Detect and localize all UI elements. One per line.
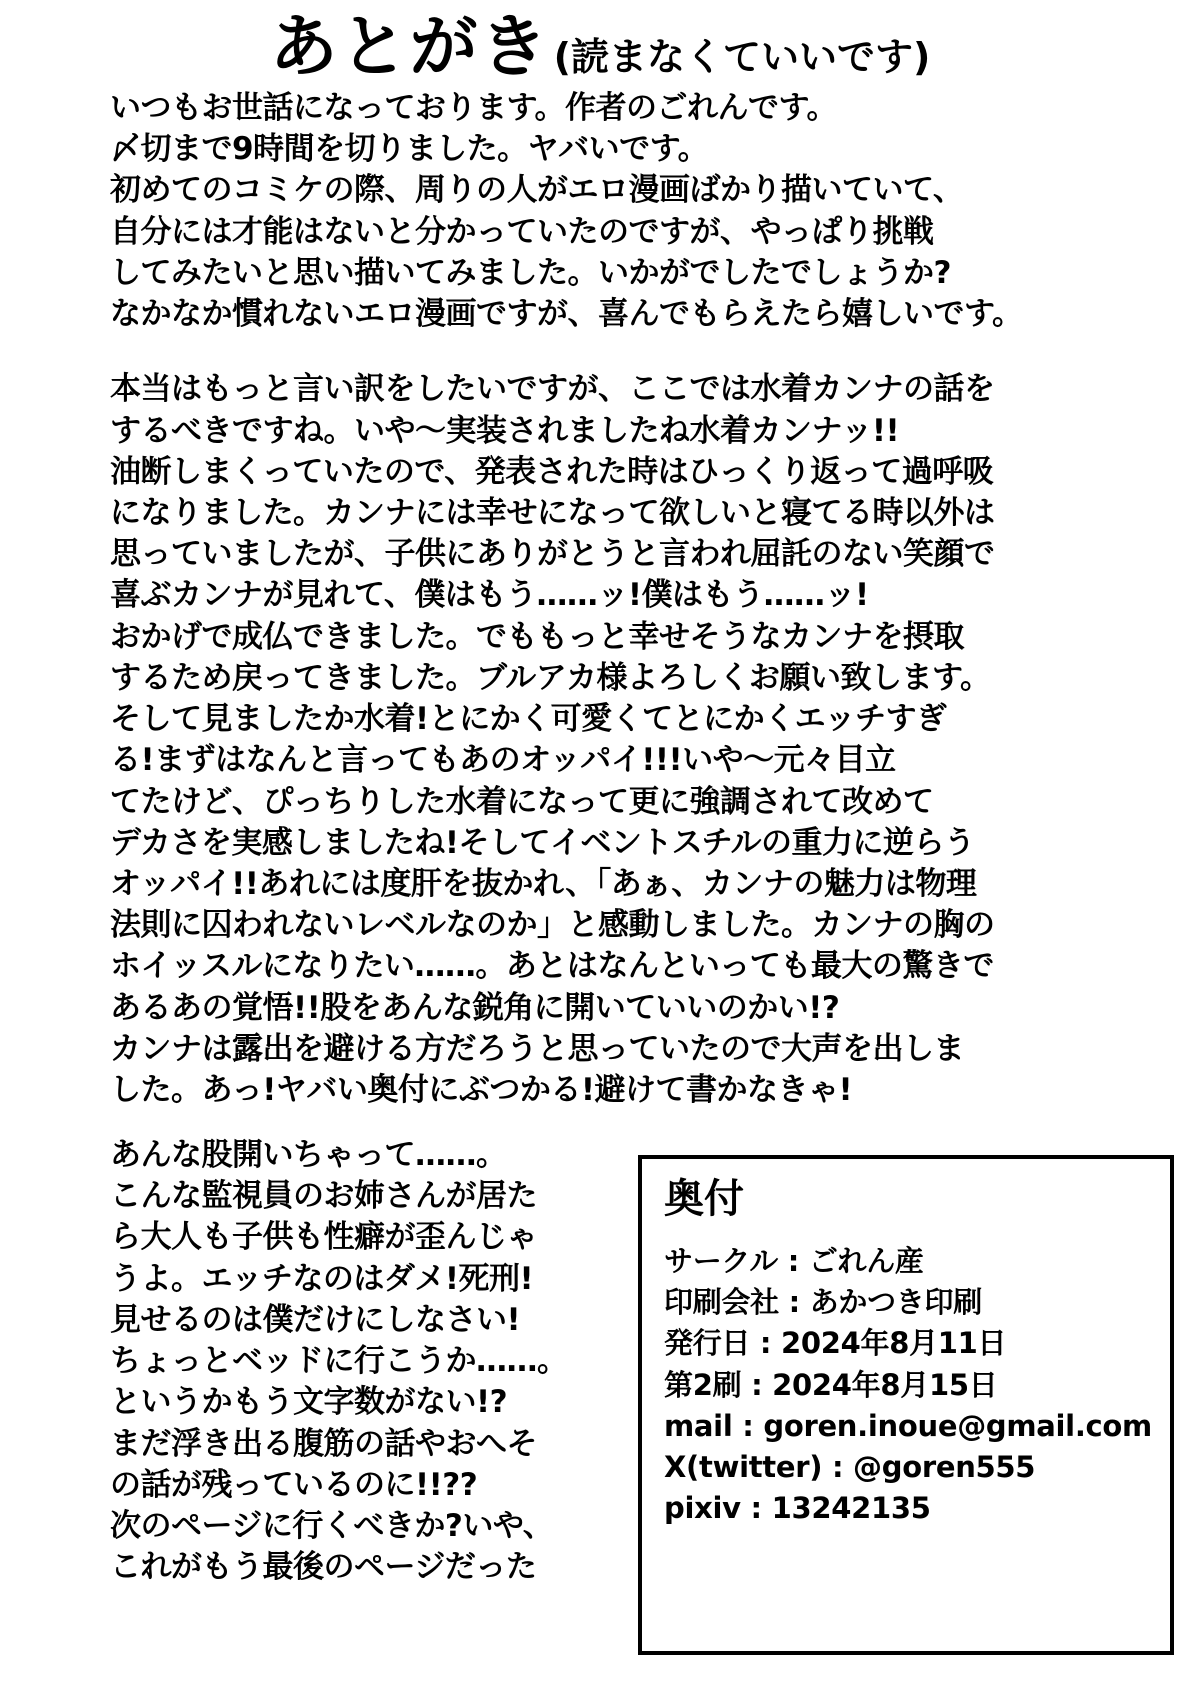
text-line: うよ。エッチなのはダメ!死刑! [110,1260,534,1297]
text-line: というかもう文字数がない!? [110,1384,508,1421]
text-line: 喜ぶカンナが見れて、僕はもう……ッ!僕はもう……ッ! [110,577,869,614]
colophon-row-mail: mail : goren.inoue@gmail.com [664,1408,1152,1443]
text-line: てたけど、ぴっちりした水着になって更に強調されて改めて [110,783,934,820]
text-line: あるあの覚悟!!股をあんな鋭角に開いていいのかい!? [110,989,840,1026]
colophon-row-second-printing: 第2刷 : 2024年8月15日 [664,1367,998,1402]
text-line: 思っていましたが、子供にありがとうと言われ屈託のない笑顔で [110,536,995,573]
colophon-row-twitter: X(twitter) : @goren555 [664,1449,1036,1484]
text-line: まだ浮き出る腹筋の話やおへそ [110,1425,537,1462]
text-line: なかなか慣れないエロ漫画ですが、喜んでもらえたら嬉しいです。 [110,296,1023,333]
text-line: した。あっ!ヤバい奥付にぶつかる!避けて書かなきゃ! [110,1072,853,1109]
page-title [0,8,1200,87]
text-line: の話が残っているのに!!?? [110,1466,478,1503]
text-line: 自分には才能はないと分かっていたのですが、やっぱり挑戦 [110,213,934,250]
colophon-details [664,1241,1152,1529]
text-line: オッパイ!!あれには度肝を抜かれ、「あぁ、カンナの魅力は物理 [110,865,977,902]
text-line: ちょっとベッドに行こうか……。 [110,1343,568,1380]
colophon-row-publication-date: 発行日 : 2024年8月11日 [664,1326,1007,1361]
page-title-subtitle: (読まなくていいです) [553,35,931,79]
text-line: になりました。カンナには幸せになって欲しいと寝てる時以外は [110,494,995,531]
text-line: そして見ましたか水着!とにかく可愛くてとにかくエッチすぎ [110,701,947,738]
text-line: ホイッスルになりたい……。あとはなんといっても最大の驚きで [110,948,994,985]
paragraph-intro [110,88,1172,335]
text-line: 初めてのコミケの際、周りの人がエロ漫画ばかり描いていて、 [110,172,964,209]
text-line: してみたいと思い描いてみました。いかがでしたでしょうか? [110,254,951,291]
page-title-main: あとがき [269,8,550,87]
afterword-body [0,88,1200,1111]
text-line: おかげで成仏できました。でももっと幸せそうなカンナを摂取 [110,618,964,655]
colophon-box [638,1155,1174,1655]
text-line: る!まずはなんと言ってもあのオッパイ!!!いや〜元々目立 [110,742,896,779]
text-line: デカさを実感しましたね!そしてイベントスチルの重力に逆らう [110,824,975,861]
colophon-row-circle: サークル : ごれん産 [664,1244,924,1278]
text-line: あんな股開いちゃって……。 [110,1137,507,1173]
text-line: こんな監視員のお姉さんが居た [110,1178,537,1215]
text-line: 〆切まで9時間を切りました。ヤバいです。 [110,131,709,168]
text-line: カンナは露出を避ける方だろうと思っていたので大声を出しま [110,1030,964,1067]
text-line: 本当はもっと言い訳をしたいですが、ここでは水着カンナの話を [110,371,995,408]
text-line: いつもお世話になっております。作者のごれんです。 [110,90,838,126]
paragraph-tail [110,1135,620,1588]
text-line: 見せるのは僕だけにしなさい! [110,1301,521,1338]
text-line: これがもう最後のページだった [110,1549,537,1586]
text-line: するべきですね。いや〜実装されましたね水着カンナッ!! [110,412,900,449]
text-line: ら大人も子供も性癖が歪んじゃ [110,1219,537,1256]
colophon-row-pixiv: pixiv : 13242135 [664,1491,931,1526]
text-line: 次のページに行くべきか?いや、 [110,1507,554,1544]
text-line: するため戻ってきました。ブルアカ様よろしくお願い致します。 [110,659,991,696]
paragraph-main [110,369,1172,1111]
text-line: 法則に囚われないレベルなのか」と感動しました。カンナの胸の [110,907,995,944]
colophon-row-printer: 印刷会社 : あかつき印刷 [664,1285,982,1320]
bottom-section [110,1135,1172,1655]
text-line: 油断しまくっていたので、発表された時はひっくり返って過呼吸 [110,453,994,490]
colophon-heading: 奥付 [664,1176,744,1222]
